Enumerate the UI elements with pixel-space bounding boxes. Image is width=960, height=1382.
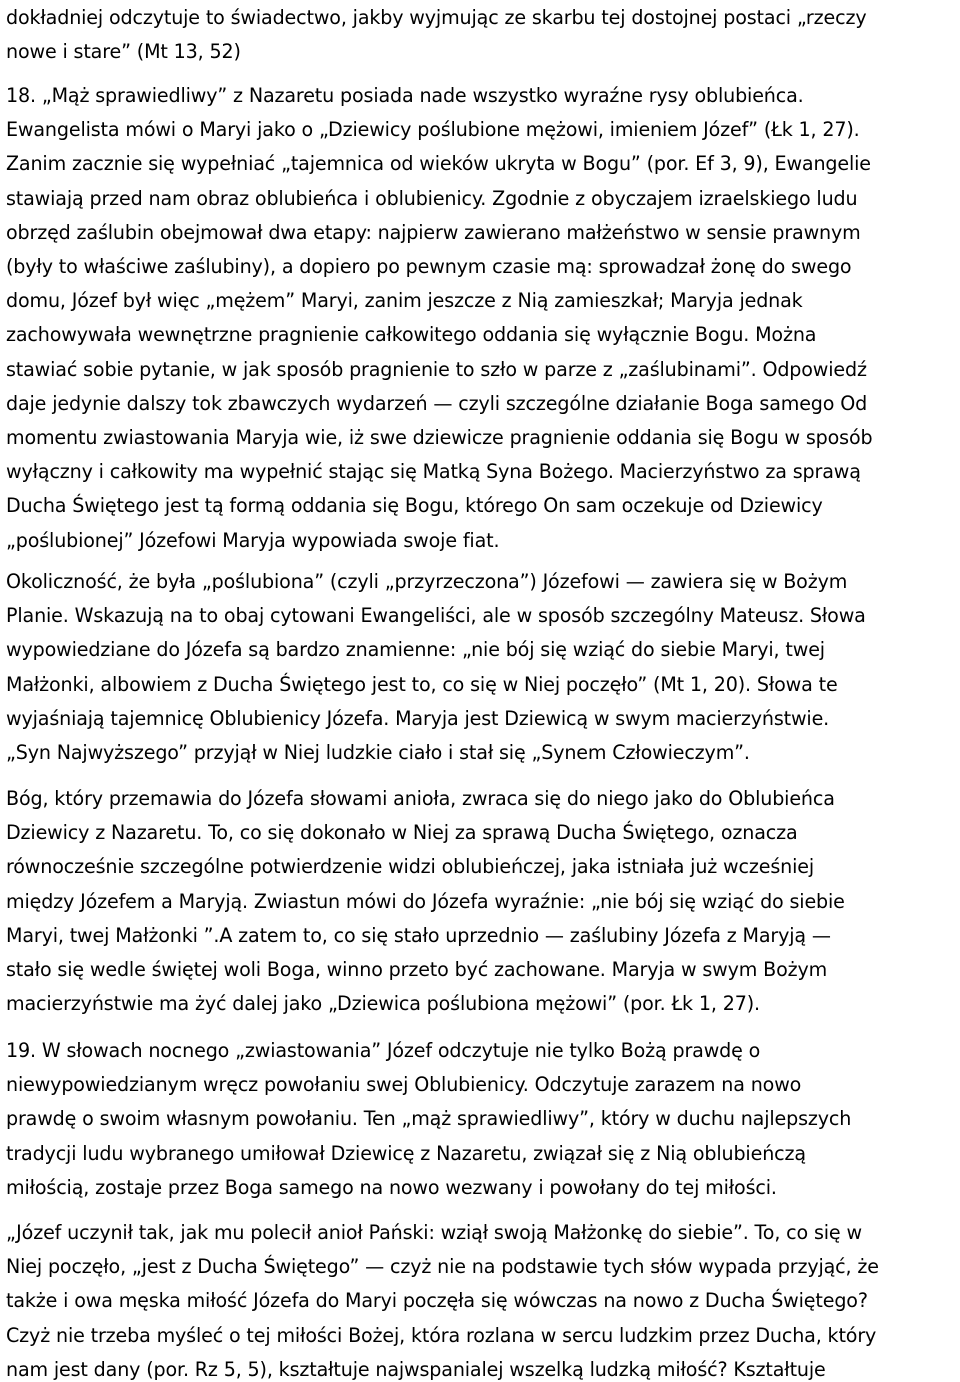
text-line: Ewangelista mówi o Maryi jako o „Dziewicy poślubione mężowi, imieniem Józef” (Łk 1, 27).	[6, 118, 860, 142]
text-line: wyjaśniają tajemnicę Oblubienicy Józefa. Maryja jest Dziewicą w swym macierzyństwie.	[6, 706, 830, 730]
text-line: 18. „Mąż sprawiedliwy” z Nazaretu posiada nade wszystko wyraźne rysy oblubieńca.	[6, 84, 804, 107]
text-line: Planie. Wskazują na to obaj cytowani Ewangeliści, ale w sposób szczególny Mateusz. Słowa	[6, 604, 866, 628]
text-line: niewypowiedzianym wręcz powołaniu swej Oblubienicy. Odczytuje zarazem na nowo	[6, 1073, 802, 1097]
text-line: Bóg, który przemawia do Józefa słowami anioła, zwraca się do niego jako do Oblubieńca	[6, 787, 835, 810]
text-line: stawiają przed nam obraz oblubieńca i oblubienicy. Zgodnie z obyczajem izraelskiego ludu	[6, 186, 858, 210]
text-line: obrzęd zaślubin obejmował dwa etapy: najpierw zawierano małżeństwo w sensie prawnym	[6, 220, 861, 244]
paragraph-okolicznosc	[6, 565, 960, 770]
text-line: Maryi, twej Małżonki ”.A zatem to, co się stało uprzednio — zaślubiny Józefa z Maryją —	[6, 923, 831, 947]
text-line: tradycji ludu wybranego umiłował Dziewicę z Nazaretu, związał się z Nią oblubieńczą	[6, 1141, 806, 1165]
text-line: „Józef uczynił tak, jak mu polecił anioł Pański: wziął swoją Małżonkę do siebie”. To, co się w	[6, 1221, 862, 1244]
text-line: daje jedynie dalszy tok zbawczych wydarzeń — czyli szczególne działanie Boga samego Od	[6, 391, 868, 415]
text-line: Zanim zacznie się wypełniać „tajemnica od wieków ukryta w Bogu” (por. Ef 3, 9), Ewangelie	[6, 152, 871, 176]
paragraph-section-18	[6, 79, 960, 558]
text-line: prawdę o swoim własnym powołaniu. Ten „mąż sprawiedliwy”, który w duchu najlepszych	[6, 1107, 852, 1131]
text-line: dokładniej odczytuje to świadectwo, jakby wyjmując ze skarbu tej dostojnej postaci „rzeczy	[6, 6, 867, 29]
text-line: domu, Józef był więc „mężem” Maryi, zanim jeszcze z Nią zamieszkał; Maryja jednak	[6, 289, 803, 313]
text-line: „Syn Najwyższego” przyjął w Niej ludzkie ciało i stał się „Synem Człowieczym”.	[6, 741, 750, 765]
text-line: Czyż nie trzeba myśleć o tej miłości Bożej, która rozlana w sercu ludzkim przez Ducha, który	[6, 1323, 877, 1347]
text-line: nowe i stare” (Mt 13, 52)	[6, 40, 241, 64]
text-line: Małżonki, albowiem z Ducha Świętego jest to, co się w Niej poczęło” (Mt 1, 20). Słowa te	[6, 672, 838, 696]
text-line: macierzyństwie ma żyć dalej jako „Dziewica poślubiona mężowi” (por. Łk 1, 27).	[6, 992, 760, 1016]
text-line: „poślubionej” Józefowi Maryja wypowiada swoje fiat.	[6, 528, 500, 552]
text-line: Dziewicy z Nazaretu. To, co się dokonało w Niej za sprawą Ducha Świętego, oznacza	[6, 821, 798, 845]
text-line: także i owa męska miłość Józefa do Maryi poczęła się wówczas na nowo z Ducha Świętego?	[6, 1289, 868, 1313]
text-line: stało się wedle świętej woli Boga, winno przeto być zachowane. Maryja w swym Bożym	[6, 958, 828, 982]
text-line: nam jest dany (por. Rz 5, 5), kształtuje najwspanialej wszelką ludzką miłość? Kształtuje	[6, 1357, 826, 1381]
text-line: (były to właściwe zaślubiny), a dopiero po pewnym czasie mą: sprowadzał żonę do swego	[6, 255, 852, 279]
text-line: momentu zwiastowania Maryja wie, iż swe dziewicze pragnienie oddania się Bogu w sposób	[6, 426, 873, 450]
paragraph-jozef-uczynil	[6, 1216, 960, 1382]
text-line: miłością, zostaje przez Boga samego na nowo wezwany i powołany do tej miłości.	[6, 1175, 777, 1199]
text-line: 19. W słowach nocnego „zwiastowania” Józef odczytuje nie tylko Bożą prawdę o	[6, 1039, 761, 1062]
paragraph-continuation	[6, 1, 960, 69]
text-line: Okoliczność, że była „poślubiona” (czyli „przyrzeczona”) Józefowi — zawiera się w Bożym	[6, 570, 848, 593]
text-line: stawiać sobie pytanie, w jak sposób pragnienie to szło w parze z „zaślubinami”. Odpowiedź	[6, 357, 867, 381]
text-line: Niej poczęło, „jest z Ducha Świętego” — czyż nie na podstawie tych słów wypada przyjąć, że	[6, 1255, 879, 1279]
text-line: zachowywała wewnętrzne pragnienie całkowitego oddania się wyłącznie Bogu. Można	[6, 323, 817, 347]
text-line: wyłączny i całkowity ma wypełnić stając się Matką Syna Bożego. Macierzyństwo za sprawą	[6, 460, 861, 484]
text-line: Ducha Świętego jest tą formą oddania się Bogu, którego On sam oczekuje od Dziewicy	[6, 494, 823, 518]
text-line: między Józefem a Maryją. Zwiastun mówi do Józefa wyraźnie: „nie bój się wziąć do siebie	[6, 889, 845, 913]
paragraph-bog	[6, 782, 960, 1021]
text-line: wypowiedziane do Józefa są bardzo znamienne: „nie bój się wziąć do siebie Maryi, twej	[6, 638, 825, 662]
paragraph-section-19	[6, 1034, 960, 1205]
text-line: równocześnie szczególne potwierdzenie widzi oblubieńczej, jaka istniała już wcześniej	[6, 855, 815, 879]
